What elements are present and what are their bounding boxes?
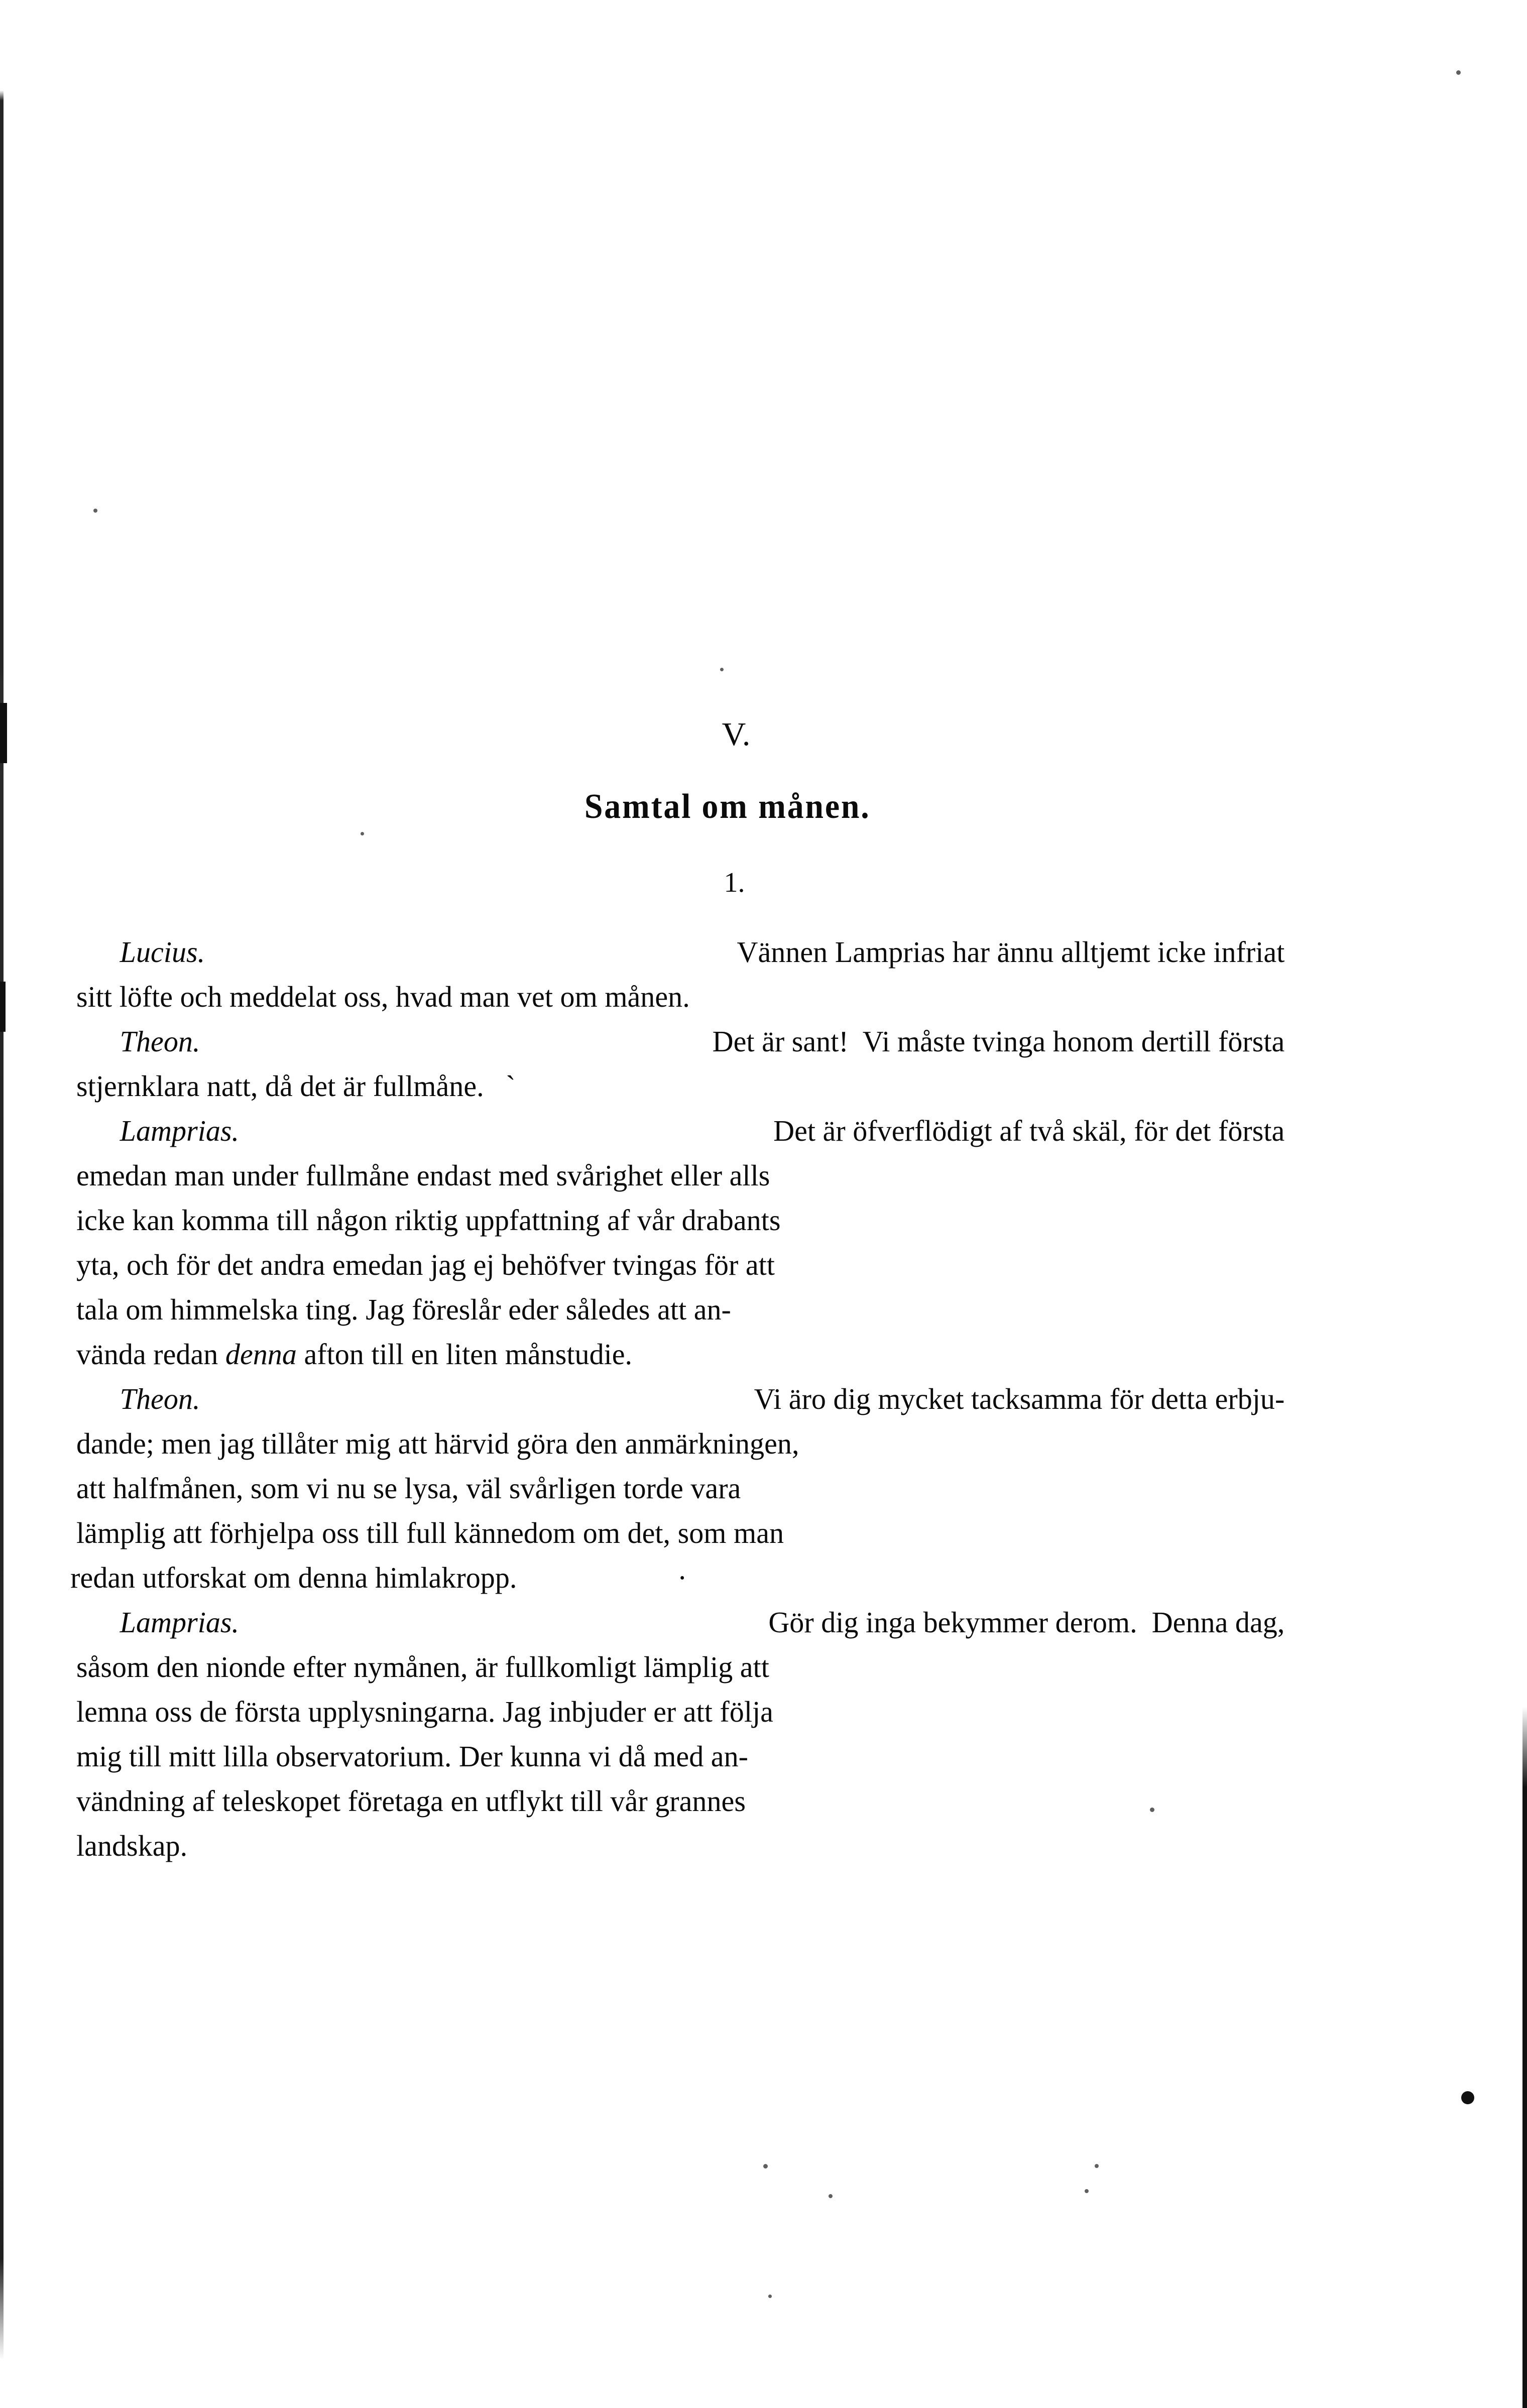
line-text: dande; men jag tillåter mig att härvid göra den anmärkningen, [76, 1427, 799, 1460]
text-line [76, 975, 1284, 1019]
scan-edge-left-blotch-upper [0, 703, 7, 763]
scan-dust [1085, 2189, 1089, 2193]
paragraph-theon-1 [76, 1019, 1284, 1109]
text-line [76, 1421, 1284, 1466]
line-text: sitt löfte och meddelat oss, hvad man vet om månen. [76, 980, 690, 1013]
speaker-label: Theon. [120, 1382, 200, 1415]
line-text: Det är öfverflödigt af två skäl, för det första [773, 1114, 1285, 1147]
text-line [76, 1645, 1284, 1690]
text-line [76, 1243, 1284, 1287]
scan-edge-left-artifact [0, 0, 4, 2408]
speaker-label: Lucius. [120, 935, 205, 969]
scan-edge-right-artifact [1522, 0, 1527, 2408]
text-line [76, 930, 1284, 975]
line-text: Vännen Lamprias har ännu alltjemt icke infriat [737, 935, 1285, 969]
scan-dust [1095, 2164, 1099, 2168]
line-text: mig till mitt lilla observatorium. Der kunna vi då med an- [76, 1740, 748, 1773]
scan-dust [829, 2194, 833, 2198]
scan-edge-left-blotch-lower [0, 982, 6, 1032]
text-line [76, 1019, 1284, 1064]
page-title: Samtal om månen. [584, 787, 871, 826]
line-text: lämplig att förhjelpa oss till full kännedom om det, som man [76, 1516, 784, 1549]
speaker-label: Lamprias. [120, 1606, 240, 1639]
text-line [76, 1287, 1284, 1332]
line-text: emedan man under fullmåne endast med svårighet eller alls [76, 1159, 770, 1192]
scan-speck [1461, 2091, 1474, 2104]
paragraph-lucius-1 [76, 930, 1284, 1019]
text-line [76, 1779, 1284, 1824]
scan-dust [1456, 70, 1461, 75]
text-line [76, 1511, 1284, 1555]
text-line [76, 1600, 1284, 1645]
page-text-block [70, 716, 1303, 1868]
line-text: redan utforskat om denna himlakropp. [70, 1561, 517, 1594]
line-text: att halfmånen, som vi nu se lysa, väl svårligen torde vara [76, 1472, 741, 1505]
scan-dust [768, 2295, 772, 2298]
text-line [76, 1734, 1284, 1779]
paragraph-lamprias-2 [76, 1600, 1284, 1868]
scan-dust [763, 2164, 768, 2169]
line-text: yta, och för det andra emedan jag ej behöfver tvingas för att [76, 1248, 775, 1281]
emphasis-denna: denna [225, 1338, 297, 1371]
text-line: vända redan denna afton till en liten månstudie. [76, 1338, 633, 1371]
text-line [76, 1377, 1284, 1421]
chapter-number: V. [722, 716, 751, 753]
paragraph-theon-2 [70, 1377, 1285, 1600]
text-line [76, 1198, 1284, 1243]
line-text: tala om himmelska ting. Jag föreslår eder således att an- [76, 1293, 731, 1326]
speaker-label: Theon. [120, 1025, 200, 1058]
line-text: stjernklara natt, då det är fullmåne. [76, 1069, 484, 1103]
line-text: såsom den nionde efter nymånen, är fullkomligt lämplig att [76, 1650, 769, 1683]
line-text: lemna oss de första upplysningarna. Jag inbjuder er att följa [76, 1695, 773, 1728]
stray-mark: · [517, 1561, 687, 1594]
text-line [76, 1109, 1284, 1153]
text-line [76, 1064, 1284, 1109]
speaker-label: Lamprias. [120, 1114, 240, 1147]
text-line [76, 1824, 1284, 1868]
stray-mark: ˋ [484, 1069, 516, 1103]
scan-dust [93, 509, 97, 513]
text-line [76, 1466, 1284, 1511]
text-line [70, 1555, 1284, 1600]
line-text: vändning af teleskopet företaga en utflykt till vår grannes [76, 1784, 746, 1818]
text-line [76, 1153, 1284, 1198]
scan-dust [720, 668, 724, 671]
line-text: icke kan komma till någon riktig uppfattning af vår drabants [76, 1203, 781, 1237]
paragraph-lamprias-1 [76, 1109, 1284, 1377]
line-text: Gör dig inga bekymmer derom. Denna dag, [768, 1606, 1285, 1639]
text-line [76, 1690, 1284, 1734]
section-number: 1. [724, 867, 745, 898]
line-text: Vi äro dig mycket tacksamma för detta erbju- [754, 1382, 1285, 1415]
line-text: Det är sant! Vi måste tvinga honom dertill första [712, 1025, 1285, 1058]
line-text: landskap. [76, 1829, 188, 1862]
